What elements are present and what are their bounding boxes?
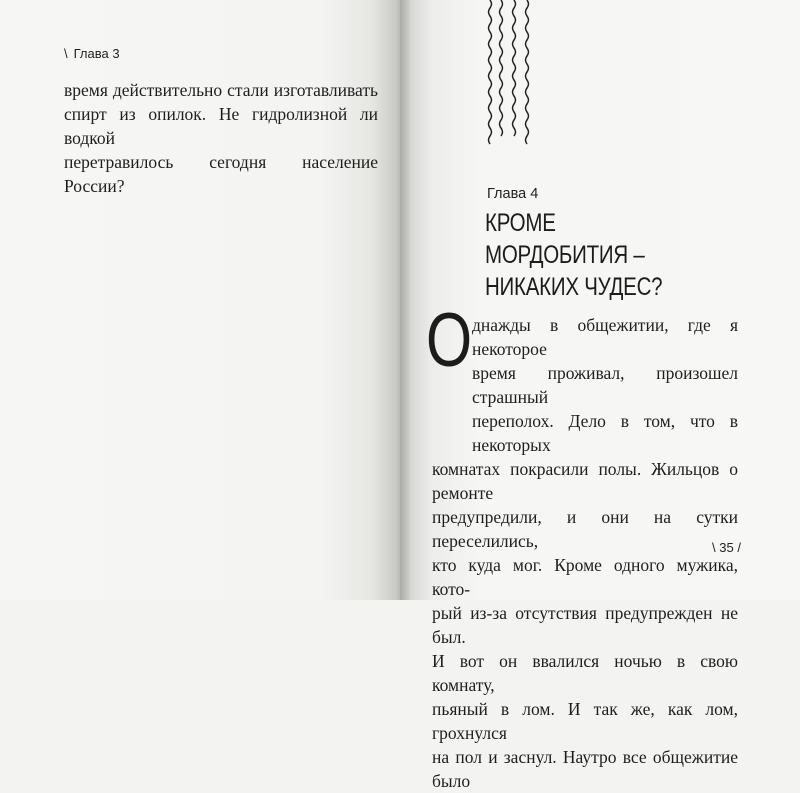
drop-cap: О — [426, 298, 473, 383]
chapter-title — [485, 207, 715, 303]
wavy-line — [500, 0, 503, 136]
running-head-slash: \ — [64, 46, 68, 61]
chapter-title-line: НИКАКИХ ЧУДЕС? — [485, 273, 663, 301]
chapter-title-line: КРОМЕ — [485, 209, 556, 237]
text-line: время проживал, произошел страшный — [472, 363, 738, 407]
text-line: переполох. Дело в том, что в некоторых — [472, 411, 738, 455]
running-head — [64, 46, 120, 61]
chapter-label: Глава 4 — [487, 186, 539, 202]
text-line: пьяный в лом. И так же, как лом, грохнулся — [432, 699, 738, 743]
left-page-text — [64, 78, 378, 198]
right-page-text — [432, 313, 738, 793]
left-page — [0, 0, 400, 600]
wavy-line — [526, 0, 529, 144]
text-line: комнатах покрасили полы. Жильцов о ремонте — [432, 459, 738, 503]
text-line: спирт из опилок. Не гидролизной ли водкой — [64, 104, 378, 148]
text-line: предупредили, и они на сутки переселились, — [432, 507, 738, 551]
wavy-line — [489, 0, 492, 144]
text-line: И вот он ввалился ночью в свою комнату, — [432, 651, 738, 695]
wavy-line — [513, 0, 516, 136]
text-line: перетравилось сегодня население России? — [64, 152, 378, 196]
chapter-title-line: МОРДОБИТИЯ – — [485, 241, 645, 269]
text-line: днажды в общежитии, где я некоторое — [472, 315, 738, 359]
text-line: рый из-за отсутствия предупрежден не был. — [432, 603, 738, 647]
running-head-text: Глава 3 — [73, 46, 120, 61]
page-number — [712, 540, 741, 555]
folio-number: 35 — [719, 540, 734, 555]
wavy-lines-icon — [478, 0, 538, 150]
folio-left-slash: \ — [712, 540, 716, 555]
text-line: на пол и заснул. Наутро все общежитие было — [432, 747, 738, 791]
text-line: кто куда мог. Кроме одного мужика, кото- — [432, 555, 738, 599]
folio-right-slash: / — [737, 540, 741, 555]
text-line: время действительно стали изготавливать — [64, 80, 378, 100]
